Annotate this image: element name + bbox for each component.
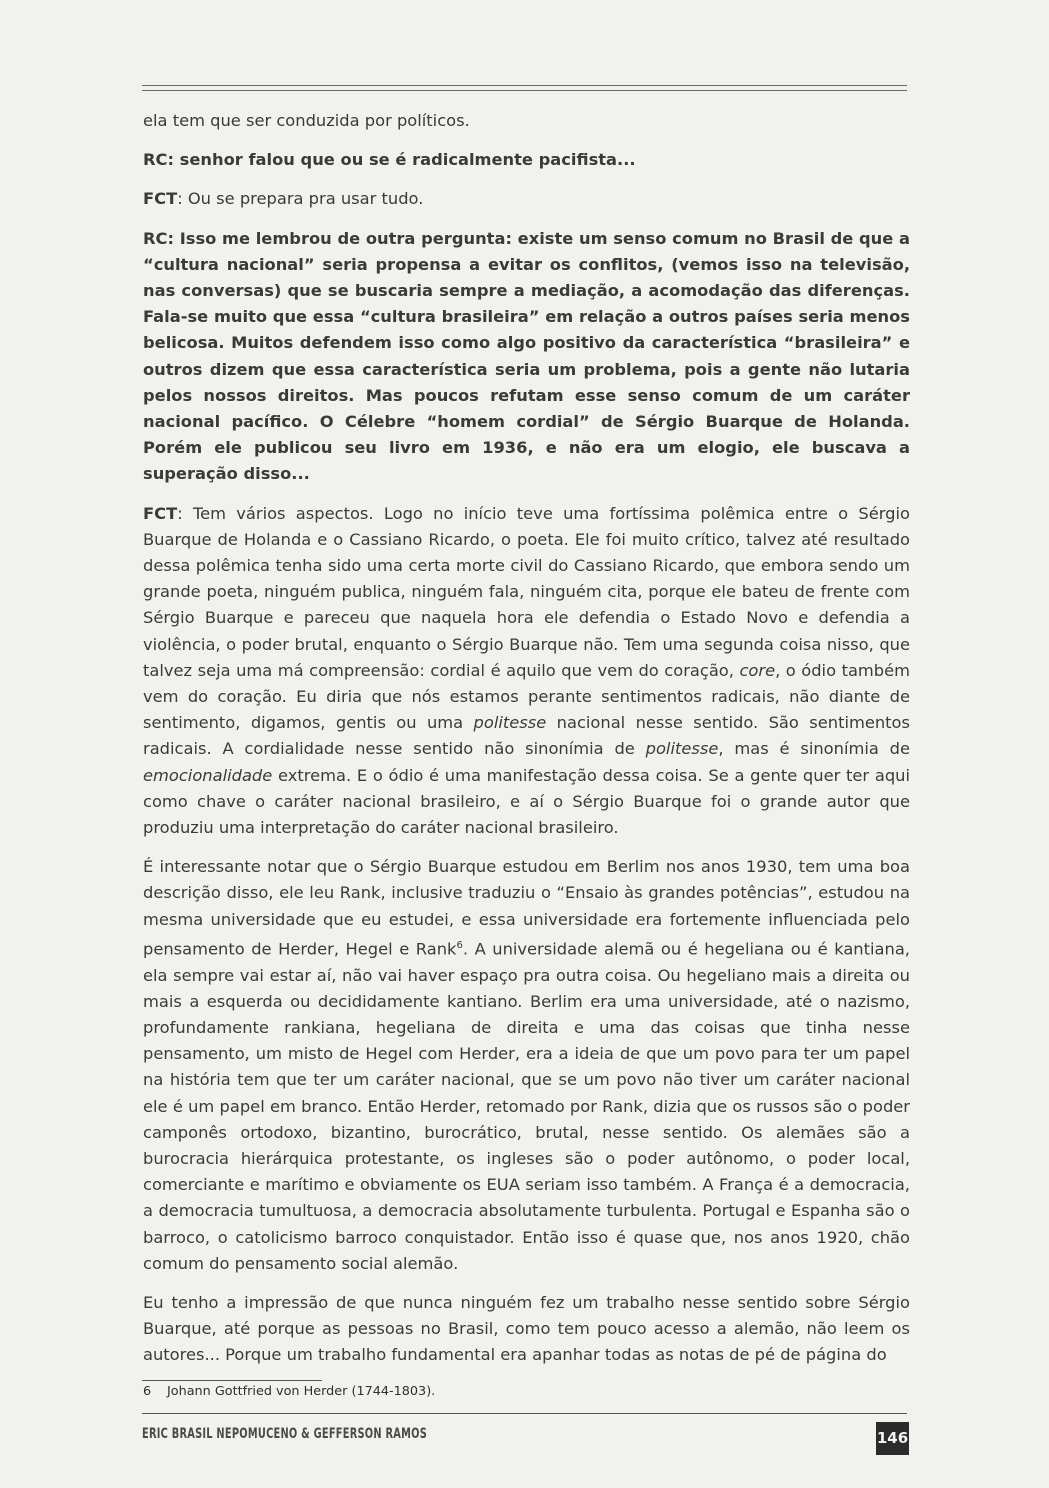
footnote-number: 6 <box>143 1384 152 1399</box>
paragraph-segment: FCT <box>143 189 178 209</box>
paragraph-segment: extrema. E o ódio é uma manifestação dessa coisa. Se a gente quer ter aqui como chave o caráter nacional brasileiro, e aí o Sérgio Buarque foi o grande autor que produziu uma interpretação do caráter nacional brasileiro. <box>143 765 910 838</box>
paragraph-segment: . A universidade alemã ou é hegeliana ou é kantiana, ela sempre vai estar aí, não vai haver espaço pra outra coisa. Ou hegeliano mais a direita ou mais a esquerda ou decididamente kantiano. Berlim era uma universidade, até o nazismo, profundamente rankiana, hegeliana de direita e uma das coisas que tinha nesse pensamento, um misto de Hegel com Herder, era a ideia de que um povo para ter um papel na história tem que ter um caráter nacional, que se um povo não tiver um caráter nacional ele é um papel em branco. Então Herder, retomado por Rank, dizia que os russos são o poder camponês ortodoxo, bizantino, burocrático, brutal, nesse sentido. Os alemães são a burocracia hierárquica protestante, os ingleses são o poder autônomo, o poder local, comerciante e marítimo e obviamente os EUA seriam isso também. A França é a democracia, a democracia tumultuosa, a democracia absolutamente turbulenta. Portugal e Espanha são o barroco, o catolicismo barroco conquistador. Então isso é quase que, nos anos 1920, chão comum do pensamento social alemão. <box>143 939 910 1273</box>
footnote <box>143 1383 903 1401</box>
paragraph <box>143 108 910 134</box>
page-number: 146 <box>876 1422 909 1455</box>
paragraph-segment: É interessante notar que o Sérgio Buarque estudou em Berlim nos anos 1930, tem uma boa descrição disso, ele leu Rank, inclusive traduziu o “Ensaio às grandes potências”, estudou na mesma universidade que eu estudei, e essa universidade era fortemente influenciada pelo pensamento de Herder, Hegel e Rank <box>143 857 910 959</box>
paragraph-segment: core <box>739 660 776 680</box>
paragraph-segment: nacional nesse sentido. São sentimentos radicais. A cordialidade nesse sentido não sinonímia de <box>143 713 910 759</box>
paragraph-segment: ela tem que ser conduzida por políticos. <box>143 111 470 130</box>
paragraph-segment: RC: senhor falou que ou se é radicalmente pacifista... <box>143 150 636 170</box>
footnote-rule <box>142 1380 322 1381</box>
paragraph <box>143 186 910 212</box>
paragraph-segment: FCT <box>143 503 178 523</box>
paragraph-segment: emocionalidade <box>143 765 273 785</box>
header-rule <box>142 85 907 91</box>
paragraph <box>143 1290 910 1369</box>
footnote-text: Johann Gottfried von Herder (1744-1803). <box>167 1384 436 1399</box>
paragraph-segment: RC: Isso me lembrou de outra pergunta: existe um senso comum no Brasil de que a “cultura nacional” seria propensa a evitar os conflitos, (vemos isso na televisão, nas conversas) que se buscaria sempre a mediação, a acomodação das diferenças. Fala-se muito que essa “cultura brasileira” em relação a outros países seria menos belicosa. Muitos defendem isso como algo positivo da característica “brasileira” e outros dizem que essa característica seria um problema, pois a gente não lutaria pelos nossos direitos. Mas poucos refutam esse senso comum de um caráter nacional pacífico. O Célebre “homem cordial” de Sérgio Buarque de Holanda. Porém ele publicou seu livro em 1936, e não era um elogio, ele buscava a superação disso... <box>143 228 910 484</box>
paragraph-segment: : Ou se prepara pra usar tudo. <box>177 189 424 209</box>
paragraph-segment: , o ódio também vem do coração. Eu diria que nós estamos perante sentimentos radicais, não diante de sentimento, digamos, gentis ou uma <box>143 660 910 733</box>
paragraph <box>143 501 910 842</box>
paragraph <box>143 147 910 173</box>
paragraph-segment: politesse <box>645 739 719 759</box>
article-body <box>143 108 910 1382</box>
paragraph-segment: Eu tenho a impressão de que nunca ninguém fez um trabalho nesse sentido sobre Sérgio Buarque, até porque as pessoas no Brasil, como tem pouco acesso a alemão, não leem os autores... Porque um trabalho fundamental era apanhar todas as notas de pé de página do <box>143 1292 910 1365</box>
paragraph-segment: , mas é sinonímia de <box>718 739 911 759</box>
paragraph-segment: : Tem vários aspectos. Logo no início teve uma fortíssima polêmica entre o Sérgio Buarque de Holanda e o Cassiano Ricardo, o poeta. Ele foi muito crítico, talvez até resultado dessa polêmica tenha sido uma certa morte civil do Cassiano Ricardo, que embora sendo um grande poeta, ninguém publica, ninguém fala, ninguém cita, porque ele bateu de frente com Sérgio Buarque e pareceu que naquela hora ele defendia o Estado Novo e defendia a violência, o poder brutal, enquanto o Sérgio Buarque não. Tem uma segunda coisa nisso, que talvez seja uma má compreensão: cordial é aquilo que vem do coração, <box>143 503 910 680</box>
paragraph <box>143 226 910 488</box>
footer-authors: ERIC BRASIL NEPOMUCENO & GEFFERSON RAMOS <box>142 1426 428 1442</box>
paragraph-segment: politesse <box>473 713 547 733</box>
footer-rule <box>142 1413 907 1414</box>
paragraph <box>143 854 910 1277</box>
paragraph-segment: 6 <box>456 939 463 951</box>
